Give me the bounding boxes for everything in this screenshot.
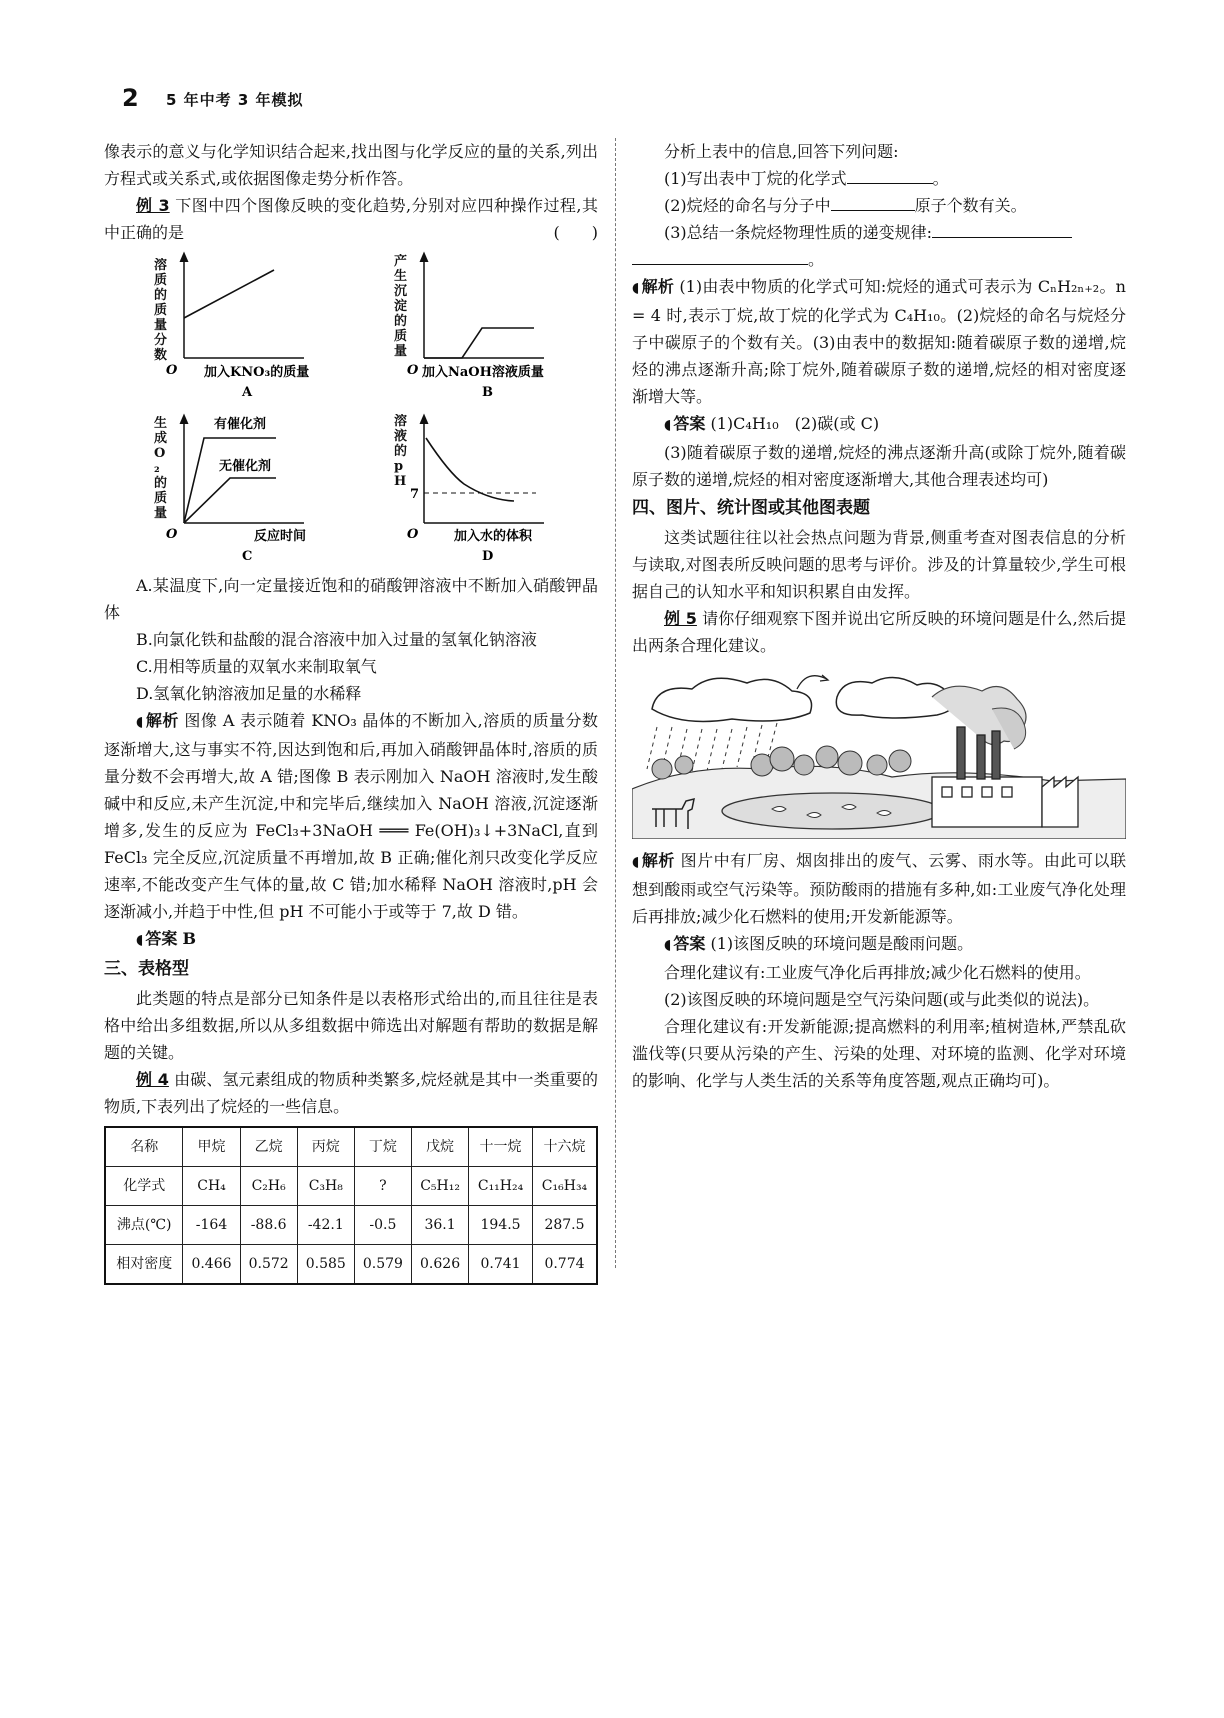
analysis-5-text: 图片中有厂房、烟囱排出的废气、云雾、雨水等。由此可以联想到酸雨或空气污染等。预防酸雨的措施有多种,如:工业废气净化处理后再排放;减少化石燃料的使用;开发新能源等。 <box>632 851 1126 926</box>
answer-5-line2: 合理化建议有:工业废气净化后再排放;减少化石燃料的使用。 <box>664 963 1091 982</box>
page-number: 2 <box>122 84 139 112</box>
question-3-end: 。 <box>808 250 825 269</box>
example-4 <box>104 1066 598 1120</box>
graph-d-origin: O <box>407 527 419 542</box>
question-2-text: (2)烷烃的命名与分子中 <box>664 196 831 215</box>
environment-picture <box>632 669 1126 839</box>
table-cell: 丁烷 <box>354 1127 411 1167</box>
table-cell: 戊烷 <box>412 1127 469 1167</box>
analysis-tag: ◖ 解析 <box>136 711 179 730</box>
table-cell: C₃H₈ <box>297 1167 354 1206</box>
table-cell: C₂H₆ <box>240 1167 297 1206</box>
option-c: C.用相等质量的双氧水来制取氧气 <box>136 657 377 676</box>
graph-d <box>394 414 544 564</box>
answer-4-text2: (3)随着碳原子数的递增,烷烃的沸点逐渐升高(或除丁烷外,随着碳原子数的递增,烷烃的相对密度逐渐增大,其他合理表述均可) <box>632 443 1126 489</box>
table-cell: 0.741 <box>469 1245 533 1285</box>
table-cell: 0.626 <box>412 1245 469 1285</box>
section-4-title: 四、图片、统计图或其他图表题 <box>632 498 870 518</box>
option-a: A.某温度下,向一定量接近饱和的硝酸钾溶液中不断加入硝酸钾晶体 <box>104 576 598 622</box>
graph-a-xlabel: 加入KNO₃的质量 <box>204 365 310 380</box>
analysis-4-text: (1)由表中物质的化学式可知:烷烃的通式可表示为 CₙH₂ₙ₊₂。n = 4 时,表示丁烷,故丁烷的化学式为 C₄H₁₀。(2)烷烃的命名与烷烃分子中碳原子的个数有关。(3)由表中的数据知:随着碳原子数的递增,烷烃的沸点逐渐升高;除丁烷外,随着碳原子数的递增,烷烃的相对密度逐渐增大等。 <box>632 277 1126 406</box>
section-4-text: 这类试题往往以社会热点问题为背景,侧重考查对图表信息的分析与读取,对图表所反映问题的思考与评价。涉及的计算量较少,学生可根据自己的认知水平和知识积累自由发挥。 <box>632 528 1126 601</box>
book-title: 5 年中考 3 年模拟 <box>166 91 304 109</box>
example-3 <box>104 192 598 246</box>
table-cell: C₅H₁₂ <box>412 1167 469 1206</box>
example-3-label: 例 3 <box>136 196 170 215</box>
table-cell: 十六烷 <box>532 1127 597 1167</box>
graph-a-line <box>184 270 274 318</box>
graph-b-ylabel: 产生沉淀的质量 <box>394 254 408 359</box>
table-row <box>105 1167 597 1206</box>
table-cell: 0.572 <box>240 1245 297 1285</box>
question-3-text: (3)总结一条烷烃物理性质的递变规律: <box>664 223 933 242</box>
left-column <box>104 138 598 1285</box>
table-cell: -164 <box>183 1206 240 1245</box>
row-header: 化学式 <box>105 1167 183 1206</box>
answer-paren: ( ) <box>553 223 598 242</box>
analysis-3 <box>104 707 598 925</box>
table-cell: -0.5 <box>354 1206 411 1245</box>
example-4-label: 例 4 <box>136 1070 169 1089</box>
table-cell: -88.6 <box>240 1206 297 1245</box>
graph-b-origin: O <box>407 363 419 378</box>
question-1-text: (1)写出表中丁烷的化学式 <box>664 169 847 188</box>
table-cell: 36.1 <box>412 1206 469 1245</box>
table-cell: 丙烷 <box>297 1127 354 1167</box>
question-1 <box>632 165 1126 192</box>
table-cell: 0.774 <box>532 1245 597 1285</box>
question-3 <box>632 219 1126 246</box>
answer-5-line3: (2)该图反映的环境问题是空气污染问题(或与此类似的说法)。 <box>664 990 1100 1009</box>
question-2 <box>632 192 1126 219</box>
table-cell: 十一烷 <box>469 1127 533 1167</box>
example-5-label: 例 5 <box>664 609 697 628</box>
analysis-4 <box>632 273 1126 410</box>
graph-d-xlabel: 加入水的体积 <box>454 529 533 544</box>
environment-svg <box>632 669 1126 839</box>
question-3-line2 <box>632 246 1126 273</box>
blank-3a[interactable] <box>932 219 1072 238</box>
analysis-5-tag: ◖ 解析 <box>632 851 675 870</box>
table-cell: 甲烷 <box>183 1127 240 1167</box>
answer-5-line4: 合理化建议有:开发新能源;提高燃料的利用率;植树造林,严禁乱砍滥伐等(只要从污染的产生、污染的处理、对环境的监测、化学对环境的影响、化学与人类生活的关系等角度答题,观点正确均可)。 <box>632 1017 1126 1090</box>
example-5 <box>632 605 1126 659</box>
rain-cloud <box>652 678 812 721</box>
graph-a-origin: O <box>166 363 178 378</box>
section-3-text: 此类题的特点是部分已知条件是以表格形式给出的,而且往往是表格中给出多组数据,所以从多组数据中筛选出对解题有帮助的数据是解题的关键。 <box>104 989 598 1062</box>
row-header: 名称 <box>105 1127 183 1167</box>
graph-a-ylabel: 溶质的质量分数 <box>154 258 168 363</box>
table-cell: 287.5 <box>532 1206 597 1245</box>
analysis-3-text: 图像 A 表示随着 KNO₃ 晶体的不断加入,溶质的质量分数逐渐增大,这与事实不符,因达到饱和后,再加入硝酸钾晶体时,溶质的质量分数不会再增大,故 A 错;图像 B 表示刚加入 NaOH 溶液时,发生酸碱中和反应,未产生沉淀,中和完毕后,继续加入 NaOH 溶液,沉淀逐渐增多,发生的反应为 FeCl₃+3NaOH ═══ Fe(OH)₃↓+3NaCl,直到 FeCl₃ 完全反应,沉淀质量不再增加,故 B 正确;催化剂只改变化学反应速率,不能改变产生气体的量,故 C 错;加水稀释 NaOH 溶液时,pH 会逐渐减小,并趋于中性,但 pH 不可能小于或等于 7,故 D 错。 <box>104 711 598 921</box>
graphs-svg <box>104 248 598 568</box>
answer-5-tag: ◖ 答案 <box>664 934 705 953</box>
answer-5 <box>632 930 1126 959</box>
graph-a-tag: A <box>242 385 253 400</box>
table-row <box>105 1127 597 1167</box>
table-cell: 0.579 <box>354 1245 411 1285</box>
example-5-text: 请你仔细观察下图并说出它所反映的环境问题是什么,然后提出两条合理化建议。 <box>632 609 1126 655</box>
four-graphs <box>104 248 598 568</box>
blank-1[interactable] <box>847 165 933 184</box>
row-header: 相对密度 <box>105 1245 183 1285</box>
alkane-table <box>104 1126 598 1285</box>
graph-c-ylabel: 生成O₂的质量 <box>154 416 168 521</box>
table-cell: CH₄ <box>183 1167 240 1206</box>
factory <box>932 727 1078 827</box>
option-d: D.氢氧化钠溶液加足量的水稀释 <box>136 684 362 703</box>
table-cell: 乙烷 <box>240 1127 297 1167</box>
table-cell: C₁₆H₃₄ <box>532 1167 597 1206</box>
graph-c-origin: O <box>166 527 178 542</box>
table-cell: ? <box>354 1167 411 1206</box>
graph-b <box>394 254 544 400</box>
answer-4-tag: ◖ 答案 <box>664 414 705 433</box>
right-column <box>632 138 1126 1094</box>
graph-b-tag: B <box>482 385 493 400</box>
answer-3 <box>104 925 598 954</box>
example-3-text: 下图中四个图像反映的变化趋势,分别对应四种操作过程,其中正确的是 <box>104 196 598 242</box>
row-header: 沸点(℃) <box>105 1206 183 1245</box>
option-b: B.向氯化铁和盐酸的混合溶液中加入过量的氢氧化钠溶液 <box>136 630 537 649</box>
graph-c-line-nocatalyst <box>184 478 276 523</box>
answer-4-text1: (1)C₄H₁₀ (2)碳(或 C) <box>710 414 880 433</box>
graph-d-tag: D <box>482 549 494 564</box>
analysis-4-tag: ◖ 解析 <box>632 277 674 296</box>
answer-5-line1: (1)该图反映的环境问题是酸雨问题。 <box>710 934 974 953</box>
graph-c-label-nocatalyst: 无催化剂 <box>219 459 272 474</box>
table-cell: 0.585 <box>297 1245 354 1285</box>
graph-c-xlabel: 反应时间 <box>254 529 307 544</box>
example-4-text: 由碳、氢元素组成的物质种类繁多,烷烃就是其中一类重要的物质,下表列出了烷烃的一些信息。 <box>104 1070 598 1116</box>
graph-d-curve <box>426 438 514 501</box>
table-row <box>105 1245 597 1285</box>
graph-b-line <box>424 328 534 358</box>
table-row <box>105 1206 597 1245</box>
table-cell: 0.466 <box>183 1245 240 1285</box>
analysis-5 <box>632 847 1126 930</box>
question-2-end: 原子个数有关。 <box>914 196 1027 215</box>
graph-d-ylabel: 溶液的pH <box>394 414 408 489</box>
intro-text: 像表示的意义与化学知识结合起来,找出图与化学反应的量的关系,列出方程式或关系式,或依据图像走势分析作答。 <box>104 142 598 188</box>
graph-d-tick-7: 7 <box>410 487 420 502</box>
question-intro: 分析上表中的信息,回答下列问题: <box>664 142 899 161</box>
question-1-end: 。 <box>932 169 949 188</box>
graph-c-tag: C <box>242 549 253 564</box>
pond <box>722 793 942 829</box>
column-divider <box>615 138 616 1268</box>
answer-tag: ◖ 答案 <box>136 929 177 948</box>
answer-3-value: B <box>182 929 197 948</box>
answer-4 <box>632 410 1126 439</box>
graph-c <box>154 416 306 564</box>
graph-b-xlabel: 加入NaOH溶液质量 <box>422 365 544 380</box>
graph-c-label-catalyst: 有催化剂 <box>214 417 267 432</box>
table-cell: C₁₁H₂₄ <box>469 1167 533 1206</box>
blank-2[interactable] <box>831 192 915 211</box>
table-cell: 194.5 <box>469 1206 533 1245</box>
graph-a <box>154 256 309 400</box>
table-cell: -42.1 <box>297 1206 354 1245</box>
blank-3b[interactable] <box>632 246 808 265</box>
section-3-title: 三、表格型 <box>104 959 189 979</box>
